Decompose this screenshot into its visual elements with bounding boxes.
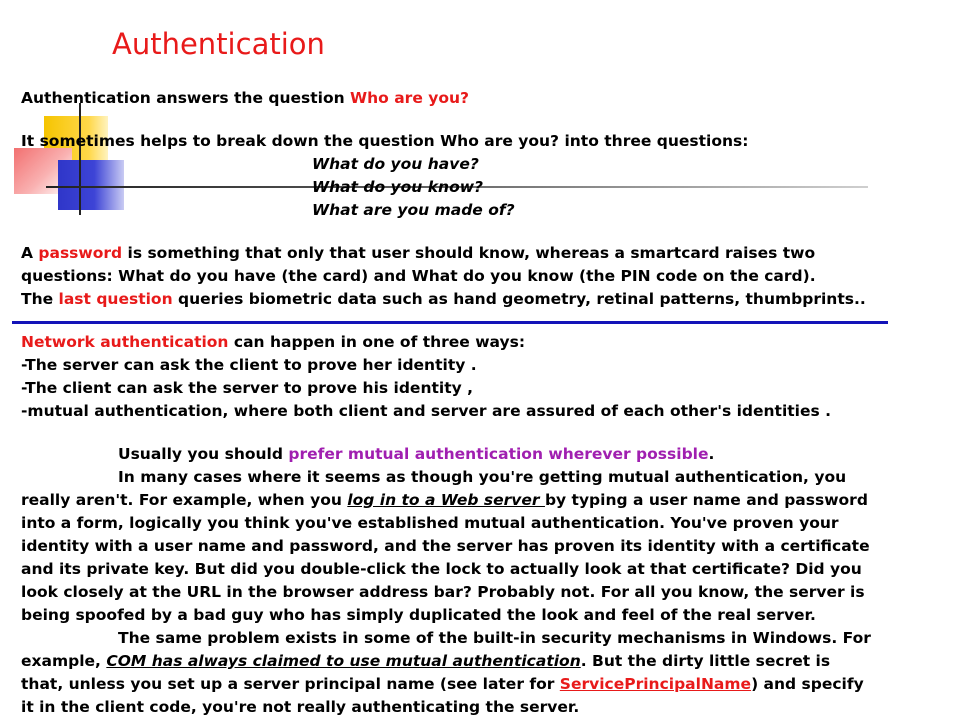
highlight-password: password: [38, 244, 123, 262]
question-made-of: What are you made of?: [312, 201, 515, 219]
question-have: What do you have?: [312, 155, 479, 173]
highlight-who-are-you: Who are you?: [350, 89, 470, 107]
recommendation-line: Usually you should prefer mutual authentication wherever possible.: [118, 445, 715, 463]
breakdown-line: It sometimes helps to break down the question Who are you? into three questions:: [21, 132, 749, 150]
paragraph-line: into a form, logically you think you've established mutual authentication. You've proven your: [21, 514, 839, 532]
highlight-last-question: last question: [58, 290, 173, 308]
question-know: What do you know?: [312, 178, 484, 196]
section-divider: [12, 321, 888, 324]
paragraph-line: look closely at the URL in the browser address bar? Probably not. For all you know, the server is: [21, 583, 865, 601]
way-mutual: -mutual authentication, where both client and server are assured of each other's identities .: [21, 402, 831, 420]
decorative-blue-square: [58, 160, 124, 210]
paragraph-line: In many cases where it seems as though you're getting mutual authentication, you: [118, 468, 847, 486]
slide-title: Authentication: [112, 27, 325, 61]
network-auth-heading: Network authentication can happen in one of three ways:: [21, 333, 526, 351]
paragraph-line: being spoofed by a bad guy who has simply duplicated the look and feel of the real server.: [21, 606, 816, 624]
paragraph-line: and its private key. But did you double-click the lock to actually look at that certificate? Did you: [21, 560, 862, 578]
password-line: A password is something that only that user should know, whereas a smartcard raises two: [21, 244, 816, 262]
link-log-in-web-server[interactable]: log in to a Web server: [347, 491, 545, 509]
paragraph-line: The same problem exists in some of the built-in security mechanisms in Windows. For: [118, 629, 871, 647]
paragraph-line: that, unless you set up a server principal name (see later for ServicePrincipalName) and specify: [21, 675, 864, 693]
link-com-mutual-auth[interactable]: COM has always claimed to use mutual authentication: [106, 652, 581, 670]
paragraph-line: really aren't. For example, when you log in to a Web server by typing a user name and password: [21, 491, 868, 509]
paragraph-line: it in the client code, you're not really authenticating the server.: [21, 698, 580, 716]
link-service-principal-name[interactable]: ServicePrincipalName: [559, 675, 752, 693]
highlight-network-authentication: Network authentication: [21, 333, 229, 351]
decorative-vertical-line: [79, 103, 81, 215]
paragraph-line: identity with a user name and password, and the server has proven its identity with a certificate: [21, 537, 870, 555]
biometric-line: The last question queries biometric data such as hand geometry, retinal patterns, thumbprints..: [21, 290, 866, 308]
way-client-asks: -The client can ask the server to prove his identity ,: [21, 379, 473, 397]
way-server-asks: -The server can ask the client to prove her identity .: [21, 356, 477, 374]
intro-line: Authentication answers the question Who are you?: [21, 89, 470, 107]
highlight-prefer-mutual: prefer mutual authentication wherever possible: [288, 445, 709, 463]
card-line: questions: What do you have (the card) and What do you know (the PIN code on the card).: [21, 267, 816, 285]
paragraph-line: example, COM has always claimed to use mutual authentication. But the dirty little secret is: [21, 652, 831, 670]
